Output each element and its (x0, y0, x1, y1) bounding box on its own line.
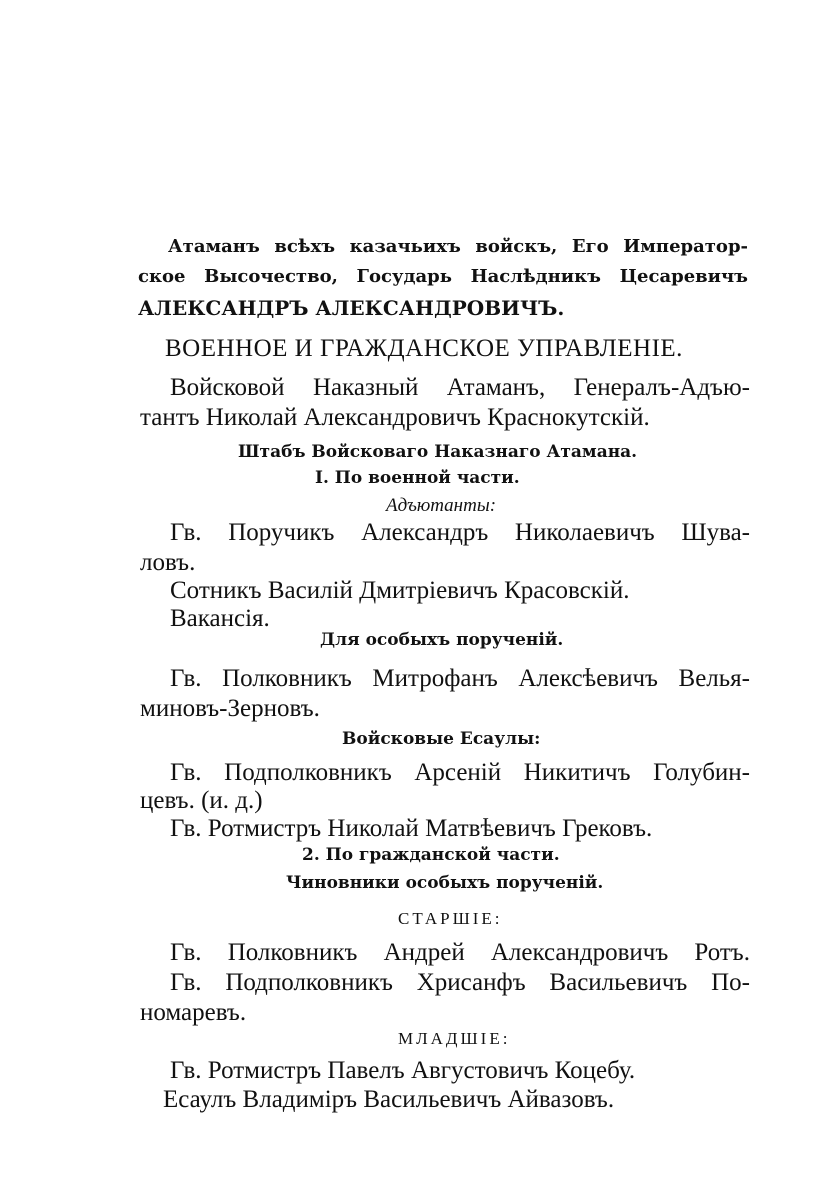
civil-part-heading: 2. По гражданской части. (302, 845, 560, 865)
esauly-heading: Войсковые Есаулы: (342, 729, 541, 749)
esauly-line-3: Гв. Ротмистръ Николай Матвѣевичъ Грековъ. (170, 815, 653, 842)
header-line-3: АЛЕКСАНДРЪ АЛЕКСАНДРОВИЧЪ. (138, 296, 565, 320)
officials-heading: Чиновники особыхъ порученій. (286, 873, 604, 893)
staff-heading: Штабъ Войсковаго Наказнаго Атамана. (238, 442, 638, 462)
adjutants-heading: Адъютанты: (386, 495, 497, 516)
adjutants-line-3: Сотникъ Василій Дмитріевичъ Красовскій. (170, 577, 630, 604)
junior-line-1: Гв. Ротмистръ Павелъ Августовичъ Коцебу. (170, 1057, 636, 1084)
esauly-line-1: Гв. Подполковникъ Арсеній Никитичъ Голубин- (170, 759, 750, 786)
junior-heading: МЛАДШІЕ: (398, 1029, 511, 1048)
special-line-1: Гв. Полковникъ Митрофанъ Алексѣевичъ Велья- (170, 665, 750, 692)
senior-line-2: Гв. Подполковникъ Хрисанфъ Васильевичъ По- (170, 969, 750, 996)
senior-line-1: Гв. Полковникъ Андрей Александровичъ Ротъ. (170, 939, 750, 966)
senior-line-3: номаревъ. (140, 999, 247, 1026)
adjutants-line-1: Гв. Поручикъ Александръ Николаевичъ Шува- (170, 519, 750, 546)
adjutants-line-2: ловъ. (140, 549, 196, 576)
esauly-line-2: цевъ. (и. д.) (140, 787, 263, 814)
special-line-2: миновъ-Зерновъ. (140, 695, 320, 722)
ataman-line-2: тантъ Николай Александровичъ Краснокутскій. (140, 404, 650, 431)
ataman-line-1: Войсковой Наказный Атаманъ, Генералъ-Адъю- (170, 374, 750, 401)
section-title: ВОЕННОЕ И ГРАЖДАНСКОЕ УПРАВЛЕНІЕ. (165, 335, 683, 362)
header-line-2: ское Высочество, Государь Наслѣдникъ Цесаревичъ (138, 266, 748, 287)
header-line-1: Атаманъ всѣхъ казачьихъ войскъ, Его Император- (168, 236, 748, 257)
special-heading: Для особыхъ порученій. (320, 630, 564, 650)
senior-heading: СТАРШІЕ: (398, 909, 503, 928)
military-part-heading: I. По военной части. (315, 468, 520, 488)
junior-line-2: Есаулъ Владиміръ Васильевичъ Айвазовъ. (163, 1086, 615, 1113)
adjutants-line-4: Вакансія. (170, 605, 270, 632)
